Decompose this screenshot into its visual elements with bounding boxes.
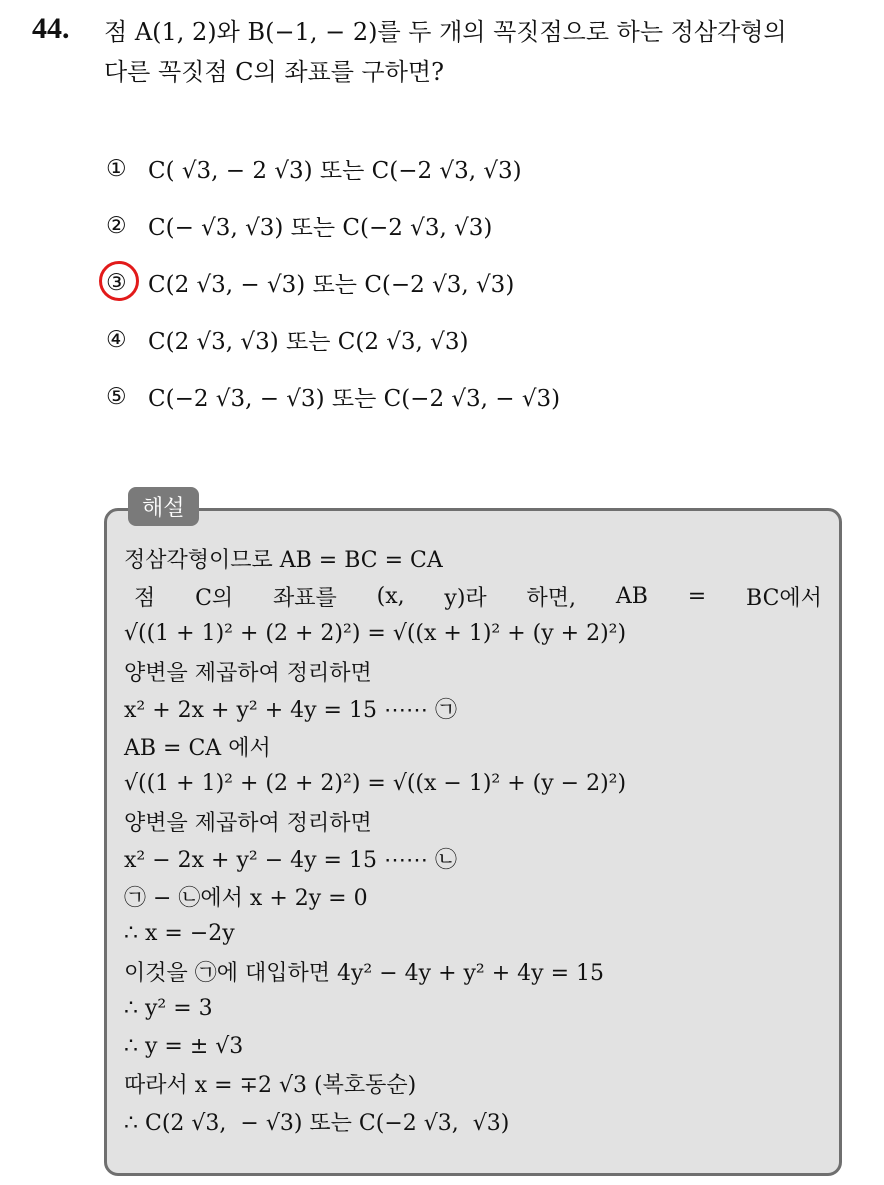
solution-line: 따라서 x = ∓2 √3 (복호동순) <box>124 1073 417 1099</box>
problem-text-line-2: 다른 꼭짓점 C의 좌표를 구하면? <box>104 58 444 86</box>
solution-line: ∴ y = ± √3 <box>124 1033 244 1059</box>
word: 좌표를 <box>273 585 337 611</box>
word: BC에서 <box>746 585 822 611</box>
problem-number: 44. <box>32 12 70 45</box>
solution-line: ∴ C(2 √3, − √3) 또는 C(−2 √3, √3) <box>124 1110 510 1136</box>
choice-2[interactable] <box>106 197 560 254</box>
solution-line: ∴ x = −2y <box>124 921 235 947</box>
choice-text: C(− √3, √3) 또는 C(−2 √3, √3) <box>148 215 493 241</box>
word: AB <box>615 583 648 609</box>
solution-line: 정삼각형이므로 AB = BC = CA <box>124 548 443 574</box>
solution-line: ㉠ − ㉡에서 x + 2y = 0 <box>124 885 368 911</box>
solution-line-spread <box>124 578 836 616</box>
solution-line: AB = CA 에서 <box>124 735 271 761</box>
choice-3[interactable] <box>106 254 560 311</box>
choice-number: ① <box>106 155 127 182</box>
choice-1[interactable] <box>106 140 560 197</box>
choice-text: C(−2 √3, − √3) 또는 C(−2 √3, − √3) <box>148 386 561 412</box>
word: y)라 <box>444 585 487 611</box>
solution-line: x² + 2x + y² + 4y = 15 ⋯⋯ ㉠ <box>124 698 457 724</box>
choice-text: C( √3, − 2 √3) 또는 C(−2 √3, √3) <box>148 158 522 184</box>
problem-text-line-1: 점 A(1, 2)와 B(−1, − 2)를 두 개의 꼭짓점으로 하는 정삼각형의 <box>104 18 787 46</box>
choice-5[interactable] <box>106 368 560 425</box>
choice-number: ③ <box>106 269 127 296</box>
answer-choices <box>106 140 560 425</box>
problem-text <box>104 12 884 92</box>
choice-number: ④ <box>106 326 127 353</box>
word: (x, <box>376 583 405 609</box>
choice-number-wrap <box>106 270 148 296</box>
word: C의 <box>195 585 234 611</box>
choice-text: C(2 √3, − √3) 또는 C(−2 √3, √3) <box>148 272 515 298</box>
selected-answer-circle-icon <box>99 261 139 301</box>
solution-content <box>124 540 836 1140</box>
solution-line: √((1 + 1)² + (2 + 2)²) = √((x + 1)² + (y + 2)²) <box>124 621 627 647</box>
solution-label: 해설 <box>128 487 199 526</box>
solution-line: √((1 + 1)² + (2 + 2)²) = √((x − 1)² + (y − 2)²) <box>124 771 627 797</box>
choice-4[interactable] <box>106 311 560 368</box>
choice-number: ⑤ <box>106 383 127 410</box>
word: 하면, <box>526 585 577 611</box>
word: 점 <box>134 585 156 611</box>
solution-line: 양변을 제곱하여 정리하면 <box>124 810 372 836</box>
solution-line: 양변을 제곱하여 정리하면 <box>124 660 372 686</box>
solution-line: 이것을 ㉠에 대입하면 4y² − 4y + y² + 4y = 15 <box>124 960 605 986</box>
choice-text: C(2 √3, √3) 또는 C(2 √3, √3) <box>148 329 469 355</box>
choice-number: ② <box>106 212 127 239</box>
word: = <box>687 583 707 609</box>
solution-line: x² − 2x + y² − 4y = 15 ⋯⋯ ㉡ <box>124 848 457 874</box>
solution-line: ∴ y² = 3 <box>124 996 213 1022</box>
